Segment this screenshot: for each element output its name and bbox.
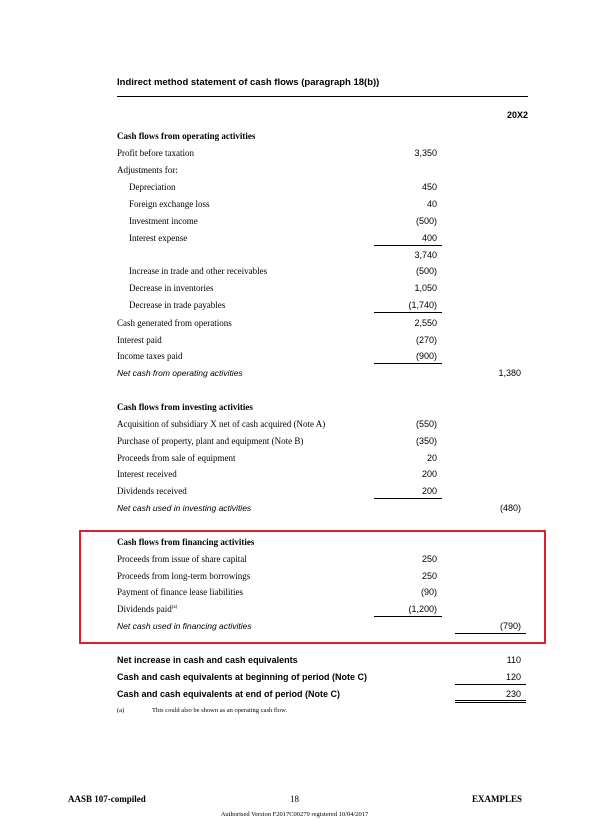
operating-net-value: 1,380 [498,368,521,378]
income-taxes-row [0,351,589,365]
footer-left: AASB 107-compiled [68,794,146,804]
footnote-reference: (a) [171,605,178,610]
investing-value: 200 [421,486,437,496]
adjustments-label: Adjustments for: [117,165,178,175]
summary-rule [455,684,526,685]
adjustments-row [0,165,589,179]
investing-value: (550) [415,419,437,429]
financing-label: Proceeds from issue of share capital [117,554,247,564]
investing-row [0,436,589,450]
adjustment-row [0,199,589,213]
summary-label: Cash and cash equivalents at beginning of period (Note C) [117,672,368,682]
cash-generated-label: Cash generated from operations [117,318,232,328]
adjustment-label: Investment income [129,216,198,226]
statement-title: Indirect method statement of cash flows (paragraph 18(b)) [117,77,380,88]
investing-value: 200 [421,469,437,479]
financing-heading: Cash flows from financing activities [117,537,255,547]
financing-value: (1,200) [408,604,437,614]
subtotal-value: 3,740 [414,250,437,260]
adjustment-label: Interest expense [129,233,188,243]
financing-total-rule [374,616,442,617]
investing-net-label: Net cash used in investing activities [117,503,252,513]
change-row [0,283,589,297]
operating-net-label: Net cash from operating activities [117,368,243,378]
adjustment-row [0,182,589,196]
adjustment-row [0,216,589,230]
interest-paid-label: Interest paid [117,335,162,345]
financing-row [0,587,589,601]
investing-label: Dividends received [117,486,187,496]
page-number: 18 [290,794,299,804]
summary-label: Cash and cash equivalents at end of period (Note C) [117,689,341,699]
profit-value: 3,350 [414,148,437,158]
adjustment-value: 400 [421,233,437,243]
financing-label: Payment of finance lease liabilities [117,587,243,597]
cash-generated-row [0,318,589,332]
operating-heading-row [0,131,589,145]
change-label: Decrease in trade payables [129,300,226,310]
adjustment-value: 450 [421,182,437,192]
financing-row [0,554,589,568]
investing-row [0,469,589,483]
financing-label: Proceeds from long-term borrowings [117,571,251,581]
change-row [0,300,589,314]
financing-label [117,604,177,614]
interest-paid-row [0,335,589,349]
summary-value: 110 [506,655,521,665]
investing-net-value: (480) [499,503,521,513]
investing-total-rule [374,498,442,499]
summary-value: 230 [505,689,521,699]
financing-net-value: (790) [499,621,521,631]
operating-net-row [0,368,589,382]
year-column-header: 20X2 [506,110,528,120]
change-label: Decrease in inventories [129,283,214,293]
interest-paid-value: (270) [415,335,437,345]
adjustment-value: (500) [415,216,437,226]
investing-row [0,453,589,467]
financing-value: 250 [421,554,437,564]
footnote-text: This could also be shown as an operating cash flow. [152,707,287,714]
change-label: Increase in trade and other receivables [129,266,268,276]
financing-row [0,604,589,618]
investing-label: Acquisition of subsidiary X net of cash acquired (Note A) [117,419,326,429]
title-rule [117,96,528,97]
adjustment-row [0,233,589,247]
summary-value: 120 [505,672,521,682]
adjustment-value: 40 [426,199,437,209]
financing-net-rule [455,633,526,634]
investing-row [0,486,589,500]
investing-label: Interest received [117,469,177,479]
summary-label: Net increase in cash and cash equivalents [117,655,298,665]
profit-label: Profit before taxation [117,148,194,158]
summary-row [0,655,589,669]
financing-value: (90) [420,587,437,597]
change-value: (500) [415,266,437,276]
total-rule-2 [455,702,526,703]
financing-row [0,571,589,585]
total-rule-1 [455,700,526,701]
cash-generated-rule [374,312,442,313]
adjustment-label: Foreign exchange loss [129,199,210,209]
investing-net-row [0,503,589,517]
subtotal-row [0,250,589,264]
profit-row [0,148,589,162]
investing-value: 20 [426,453,437,463]
investing-heading: Cash flows from investing activities [117,402,253,412]
change-value: 1,050 [414,283,437,293]
dividends-paid-label: Dividends paid [117,604,172,614]
income-taxes-value: (900) [415,351,437,361]
investing-heading-row [0,402,589,416]
investing-row [0,419,589,433]
investing-label: Purchase of property, plant and equipment (Note B) [117,436,304,446]
subtotal-rule [374,245,442,246]
investing-value: (350) [415,436,437,446]
footer-right: EXAMPLES [471,794,522,804]
adjustment-label: Depreciation [129,182,176,192]
footnote-marker: (a) [117,707,125,714]
authorised-version: Authorised Version F2017C00279 registered 10/04/2017 [220,811,369,818]
financing-net-label: Net cash used in financing activities [117,621,252,631]
investing-label: Proceeds from sale of equipment [117,453,236,463]
cash-generated-value: 2,550 [414,318,437,328]
income-taxes-label: Income taxes paid [117,351,183,361]
change-value: (1,740) [408,300,437,310]
financing-heading-row [0,537,589,551]
operating-total-rule [374,363,442,364]
financing-value: 250 [421,571,437,581]
change-row [0,266,589,280]
operating-heading: Cash flows from operating activities [117,131,256,141]
